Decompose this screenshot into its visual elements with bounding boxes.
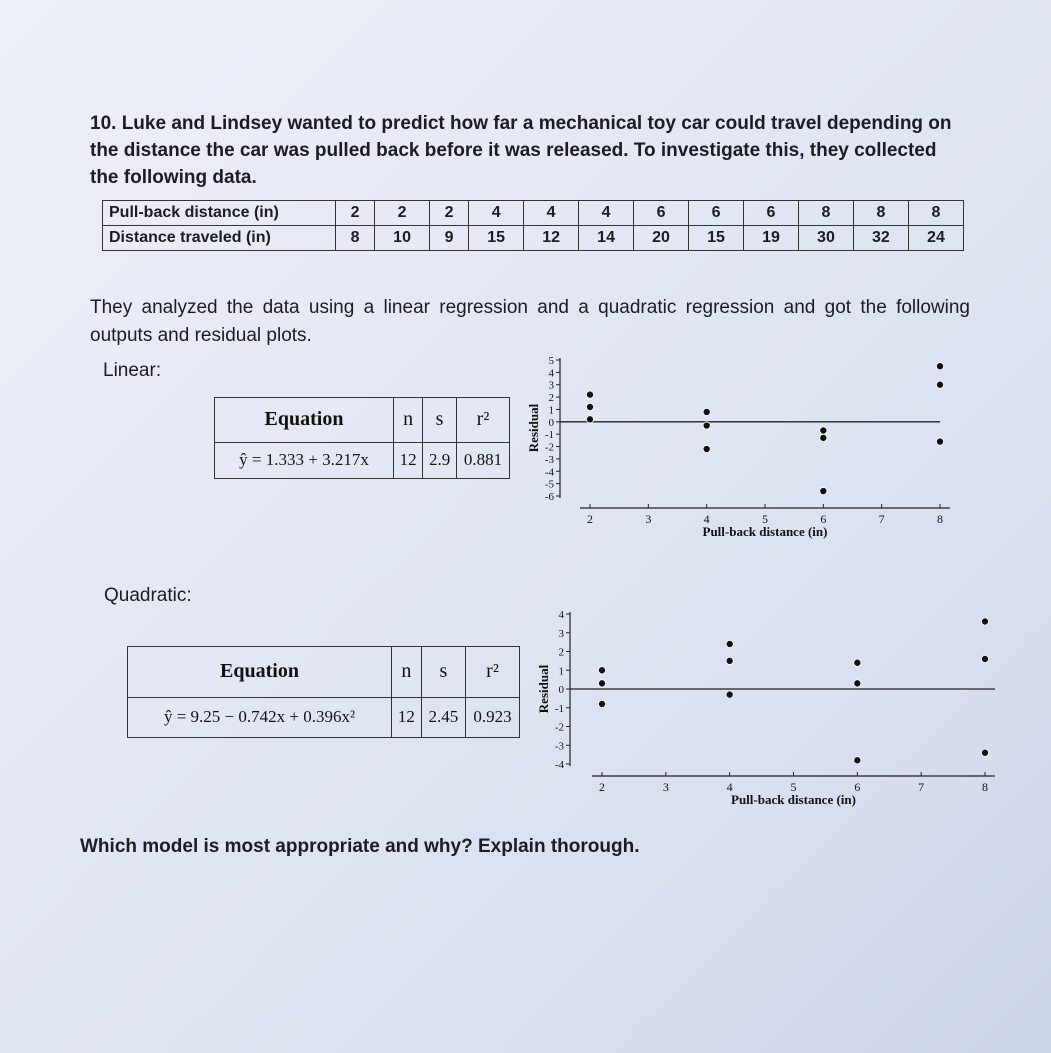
data-point bbox=[726, 640, 733, 647]
y-tick-label: 4 bbox=[558, 609, 564, 621]
prompt-text: Which model is most appropriate and why? Explain thorough. bbox=[80, 836, 640, 857]
header-s: s bbox=[421, 647, 465, 698]
x-tick-label: 5 bbox=[762, 512, 768, 526]
table-row bbox=[103, 201, 964, 226]
y-tick-label: 1 bbox=[558, 665, 564, 678]
quadratic-residual-plot bbox=[530, 604, 1000, 819]
n-cell: 12 bbox=[394, 442, 423, 478]
header-s: s bbox=[423, 398, 457, 443]
data-point bbox=[936, 438, 943, 445]
header-n: n bbox=[394, 398, 423, 443]
y-tick-label: 2 bbox=[558, 646, 564, 659]
table-cell: 4 bbox=[469, 201, 524, 226]
data-table bbox=[102, 200, 964, 251]
table-cell: 2 bbox=[375, 201, 430, 226]
table-cell: 6 bbox=[689, 201, 744, 226]
y-tick-label: -3 bbox=[544, 453, 554, 466]
data-point bbox=[820, 487, 827, 494]
data-point bbox=[981, 655, 988, 662]
question-text: 10. Luke and Lindsey wanted to predict how far a mechanical toy car could travel depending on the distance the car was pulled back before it was released. To investigate this, they collected the following data. bbox=[90, 113, 952, 188]
table-cell: 8 bbox=[336, 226, 375, 251]
y-axis-label: Residual bbox=[526, 403, 541, 453]
table-cell: 6 bbox=[634, 201, 689, 226]
n-cell: 12 bbox=[392, 697, 422, 737]
data-point bbox=[981, 749, 988, 756]
table-cell: 4 bbox=[524, 201, 579, 226]
y-tick-label: 4 bbox=[548, 367, 554, 380]
header-r2: r² bbox=[457, 398, 510, 443]
y-tick-label: -2 bbox=[554, 721, 564, 734]
y-tick-label: 0 bbox=[548, 416, 554, 429]
x-tick-label: 7 bbox=[918, 780, 925, 794]
table-cell: 9 bbox=[430, 226, 469, 251]
x-tick-label: 4 bbox=[726, 780, 733, 794]
y-tick-label: 1 bbox=[548, 404, 554, 417]
y-tick-label: 5 bbox=[548, 355, 554, 367]
table-cell: 12 bbox=[524, 226, 579, 251]
x-axis-label: Pull-back distance (in) bbox=[702, 524, 828, 539]
data-point bbox=[820, 434, 827, 441]
y-tick-label: 0 bbox=[558, 684, 564, 696]
x-tick-label: 5 bbox=[790, 780, 797, 794]
y-tick-label: -1 bbox=[554, 702, 564, 715]
s-cell: 2.45 bbox=[421, 697, 465, 737]
r2-cell: 0.923 bbox=[465, 697, 519, 737]
linear-label: Linear: bbox=[103, 360, 162, 381]
data-point bbox=[726, 657, 733, 664]
header-equation: Equation bbox=[215, 398, 394, 443]
data-point bbox=[703, 408, 710, 415]
x-tick-label: 7 bbox=[878, 512, 885, 526]
y-axis-label: Residual bbox=[536, 664, 551, 714]
x-axis-label: Pull-back distance (in) bbox=[731, 792, 856, 807]
x-tick-label: 6 bbox=[820, 512, 827, 526]
linear-output-table bbox=[214, 397, 510, 479]
table-cell: 15 bbox=[689, 226, 744, 251]
row-header: Distance traveled (in) bbox=[103, 226, 336, 251]
table-cell: 20 bbox=[634, 226, 689, 251]
data-point bbox=[703, 445, 710, 452]
data-point bbox=[854, 680, 861, 687]
data-point bbox=[586, 403, 593, 410]
table-cell: 8 bbox=[853, 201, 908, 226]
y-tick-label: -3 bbox=[554, 740, 564, 753]
table-cell: 2 bbox=[336, 201, 375, 226]
r2-cell: 0.881 bbox=[457, 442, 510, 478]
data-point bbox=[854, 757, 861, 764]
table-row bbox=[128, 697, 520, 737]
table-cell: 6 bbox=[744, 201, 799, 226]
y-tick-label: -2 bbox=[544, 441, 554, 454]
equation-cell: ŷ = 9.25 − 0.742x + 0.396x² bbox=[128, 697, 392, 737]
x-tick-label: 8 bbox=[982, 780, 988, 794]
y-tick-label: 3 bbox=[548, 379, 554, 392]
s-cell: 2.9 bbox=[423, 442, 457, 478]
data-point bbox=[854, 659, 861, 666]
header-n: n bbox=[392, 647, 422, 698]
table-cell: 8 bbox=[908, 201, 963, 226]
table-cell: 15 bbox=[469, 226, 524, 251]
table-cell: 32 bbox=[853, 226, 908, 251]
x-tick-label: 2 bbox=[599, 780, 605, 794]
header-r2: r² bbox=[465, 647, 519, 698]
data-point bbox=[598, 700, 605, 707]
data-point bbox=[586, 391, 593, 398]
data-point bbox=[598, 680, 605, 687]
linear-residual-plot bbox=[526, 350, 970, 540]
table-cell: 8 bbox=[798, 201, 853, 226]
table-row bbox=[215, 442, 510, 478]
table-cell: 10 bbox=[375, 226, 430, 251]
equation-cell: ŷ = 1.333 + 3.217x bbox=[215, 442, 394, 478]
y-tick-label: 3 bbox=[558, 627, 564, 640]
data-point bbox=[820, 427, 827, 434]
header-equation: Equation bbox=[128, 647, 392, 698]
x-tick-label: 4 bbox=[703, 512, 710, 526]
x-tick-label: 8 bbox=[937, 512, 943, 526]
x-tick-label: 3 bbox=[662, 780, 669, 794]
table-cell: 14 bbox=[579, 226, 634, 251]
data-point bbox=[981, 618, 988, 625]
y-tick-label: -1 bbox=[544, 429, 554, 442]
y-tick-label: -5 bbox=[544, 478, 554, 491]
table-row bbox=[103, 226, 964, 251]
data-point bbox=[703, 422, 710, 429]
table-header-row bbox=[215, 398, 510, 443]
data-point bbox=[936, 363, 943, 370]
data-point bbox=[936, 381, 943, 388]
table-cell: 30 bbox=[798, 226, 853, 251]
x-tick-label: 6 bbox=[854, 780, 861, 794]
table-cell: 2 bbox=[430, 201, 469, 226]
data-point bbox=[598, 667, 605, 674]
x-tick-label: 3 bbox=[645, 512, 652, 526]
quadratic-label: Quadratic: bbox=[104, 585, 192, 606]
data-point bbox=[726, 691, 733, 698]
table-header-row bbox=[128, 647, 520, 698]
y-tick-label: -6 bbox=[544, 491, 554, 503]
data-point bbox=[586, 416, 593, 423]
y-tick-label: -4 bbox=[544, 466, 554, 479]
analysis-text: They analyzed the data using a linear regression and a quadratic regression and got the following outputs and residual plots. bbox=[90, 297, 970, 346]
row-header: Pull-back distance (in) bbox=[103, 201, 336, 226]
y-tick-label: 2 bbox=[548, 392, 554, 405]
x-tick-label: 2 bbox=[587, 512, 593, 526]
table-cell: 24 bbox=[908, 226, 963, 251]
y-tick-label: -4 bbox=[554, 759, 564, 771]
quadratic-output-table bbox=[127, 646, 520, 738]
table-cell: 4 bbox=[579, 201, 634, 226]
table-cell: 19 bbox=[744, 226, 799, 251]
